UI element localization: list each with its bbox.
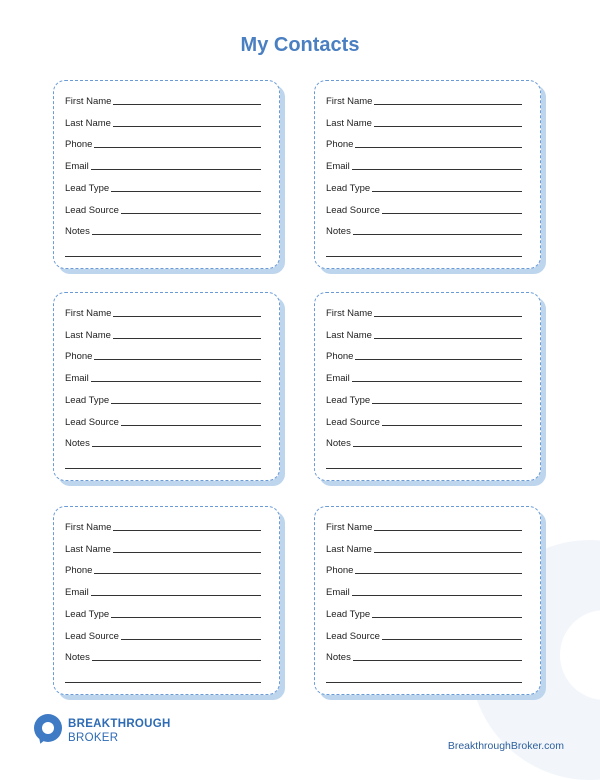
field-lead-source: [65, 628, 261, 642]
field-notes: [326, 435, 522, 449]
write-in-line[interactable]: [121, 425, 261, 426]
write-in-line[interactable]: [91, 169, 261, 170]
write-in-line[interactable]: [94, 573, 261, 574]
field-first-name: [326, 305, 522, 319]
field-first-name: [326, 519, 522, 533]
write-in-line[interactable]: [111, 403, 261, 404]
contact-card: [314, 292, 541, 481]
notes-extra-line[interactable]: [326, 256, 522, 257]
write-in-line[interactable]: [374, 104, 522, 105]
field-last-name: [65, 541, 261, 555]
write-in-line[interactable]: [372, 191, 522, 192]
notes-extra-line[interactable]: [65, 256, 261, 257]
write-in-line[interactable]: [355, 359, 522, 360]
field-label: Email: [65, 373, 89, 385]
write-in-line[interactable]: [111, 617, 261, 618]
field-first-name: [65, 93, 261, 107]
field-email: [326, 584, 522, 598]
field-label: Lead Type: [326, 182, 371, 194]
field-lead-type: [65, 606, 261, 620]
field-label: Phone: [65, 565, 93, 577]
contact-card: [314, 80, 541, 269]
write-in-line[interactable]: [382, 639, 522, 640]
write-in-line[interactable]: [113, 552, 261, 553]
write-in-line[interactable]: [94, 359, 261, 360]
field-lead-type: [326, 606, 522, 620]
field-label: Lead Source: [326, 630, 380, 642]
notes-extra-line[interactable]: [65, 682, 261, 683]
notes-extra-line[interactable]: [326, 682, 522, 683]
website-link[interactable]: BreakthroughBroker.com: [447, 740, 564, 752]
field-phone: [65, 562, 261, 576]
write-in-line[interactable]: [92, 234, 261, 235]
field-label: Notes: [65, 226, 90, 238]
field-lead-type: [326, 180, 522, 194]
contact-card: [53, 292, 280, 481]
field-last-name: [326, 115, 522, 129]
field-label: Last Name: [65, 329, 111, 341]
write-in-line[interactable]: [374, 316, 522, 317]
write-in-line[interactable]: [92, 446, 261, 447]
write-in-line[interactable]: [92, 660, 261, 661]
field-label: Last Name: [326, 329, 372, 341]
write-in-line[interactable]: [113, 338, 261, 339]
field-lead-source: [326, 414, 522, 428]
field-notes: [65, 649, 261, 663]
field-phone: [326, 562, 522, 576]
brand-name-line1: BREAKTHROUGH: [68, 718, 171, 730]
write-in-line[interactable]: [382, 213, 522, 214]
field-lead-source: [65, 414, 261, 428]
write-in-line[interactable]: [355, 573, 522, 574]
write-in-line[interactable]: [353, 234, 522, 235]
write-in-line[interactable]: [382, 425, 522, 426]
field-label: Lead Type: [65, 182, 110, 194]
field-label: Phone: [326, 565, 354, 577]
page-title: My Contacts: [240, 34, 360, 56]
field-phone: [326, 348, 522, 362]
field-phone: [65, 348, 261, 362]
write-in-line[interactable]: [121, 213, 261, 214]
field-label: Lead Type: [65, 394, 110, 406]
field-lead-source: [326, 202, 522, 216]
field-label: Notes: [326, 652, 351, 664]
field-label: Lead Source: [65, 630, 119, 642]
write-in-line[interactable]: [113, 104, 261, 105]
field-email: [65, 370, 261, 384]
field-label: Lead Source: [65, 416, 119, 428]
write-in-line[interactable]: [91, 381, 261, 382]
field-label: Notes: [326, 226, 351, 238]
field-phone: [326, 136, 522, 150]
field-label: Phone: [65, 351, 93, 363]
notes-extra-line[interactable]: [65, 468, 261, 469]
field-last-name: [65, 327, 261, 341]
field-email: [65, 158, 261, 172]
field-label: First Name: [326, 522, 373, 533]
field-label: Lead Type: [326, 608, 371, 620]
write-in-line[interactable]: [113, 530, 261, 531]
write-in-line[interactable]: [374, 126, 522, 127]
field-label: Lead Type: [326, 394, 371, 406]
write-in-line[interactable]: [352, 595, 522, 596]
field-label: First Name: [65, 308, 112, 319]
field-label: First Name: [65, 96, 112, 107]
field-label: Last Name: [65, 117, 111, 129]
field-email: [326, 158, 522, 172]
field-label: Email: [65, 161, 89, 173]
field-notes: [65, 223, 261, 237]
field-label: Last Name: [326, 117, 372, 129]
write-in-line[interactable]: [111, 191, 261, 192]
field-lead-type: [326, 392, 522, 406]
write-in-line[interactable]: [355, 147, 522, 148]
field-lead-type: [65, 180, 261, 194]
write-in-line[interactable]: [374, 552, 522, 553]
field-email: [326, 370, 522, 384]
field-label: Last Name: [326, 543, 372, 555]
brand-name-line2: BROKER: [68, 732, 119, 744]
write-in-line[interactable]: [91, 595, 261, 596]
breakthrough-broker-logo-icon: [34, 714, 62, 742]
field-last-name: [326, 541, 522, 555]
notes-extra-line[interactable]: [326, 468, 522, 469]
field-label: First Name: [326, 96, 373, 107]
field-lead-source: [326, 628, 522, 642]
field-label: Lead Source: [326, 416, 380, 428]
write-in-line[interactable]: [372, 403, 522, 404]
field-notes: [326, 649, 522, 663]
field-label: Email: [326, 161, 350, 173]
write-in-line[interactable]: [94, 147, 261, 148]
field-label: First Name: [326, 308, 373, 319]
write-in-line[interactable]: [353, 660, 522, 661]
field-last-name: [326, 327, 522, 341]
field-label: Last Name: [65, 543, 111, 555]
write-in-line[interactable]: [353, 446, 522, 447]
contact-card: [53, 80, 280, 269]
field-first-name: [326, 93, 522, 107]
field-notes: [65, 435, 261, 449]
field-label: Notes: [65, 652, 90, 664]
field-first-name: [65, 519, 261, 533]
field-label: Phone: [326, 139, 354, 151]
write-in-line[interactable]: [372, 617, 522, 618]
field-label: Email: [326, 373, 350, 385]
field-label: Notes: [65, 438, 90, 450]
field-notes: [326, 223, 522, 237]
contact-card: [314, 506, 541, 695]
field-label: Notes: [326, 438, 351, 450]
field-last-name: [65, 115, 261, 129]
field-lead-source: [65, 202, 261, 216]
field-lead-type: [65, 392, 261, 406]
field-first-name: [65, 305, 261, 319]
field-label: Lead Source: [65, 204, 119, 216]
write-in-line[interactable]: [113, 126, 261, 127]
write-in-line[interactable]: [374, 530, 522, 531]
field-label: Phone: [326, 351, 354, 363]
field-label: Email: [65, 587, 89, 599]
field-label: Phone: [65, 139, 93, 151]
field-email: [65, 584, 261, 598]
field-label: Lead Type: [65, 608, 110, 620]
write-in-line[interactable]: [121, 639, 261, 640]
write-in-line[interactable]: [374, 338, 522, 339]
field-label: First Name: [65, 522, 112, 533]
write-in-line[interactable]: [352, 169, 522, 170]
field-label: Email: [326, 587, 350, 599]
contact-card: [53, 506, 280, 695]
field-phone: [65, 136, 261, 150]
write-in-line[interactable]: [352, 381, 522, 382]
field-label: Lead Source: [326, 204, 380, 216]
write-in-line[interactable]: [113, 316, 261, 317]
